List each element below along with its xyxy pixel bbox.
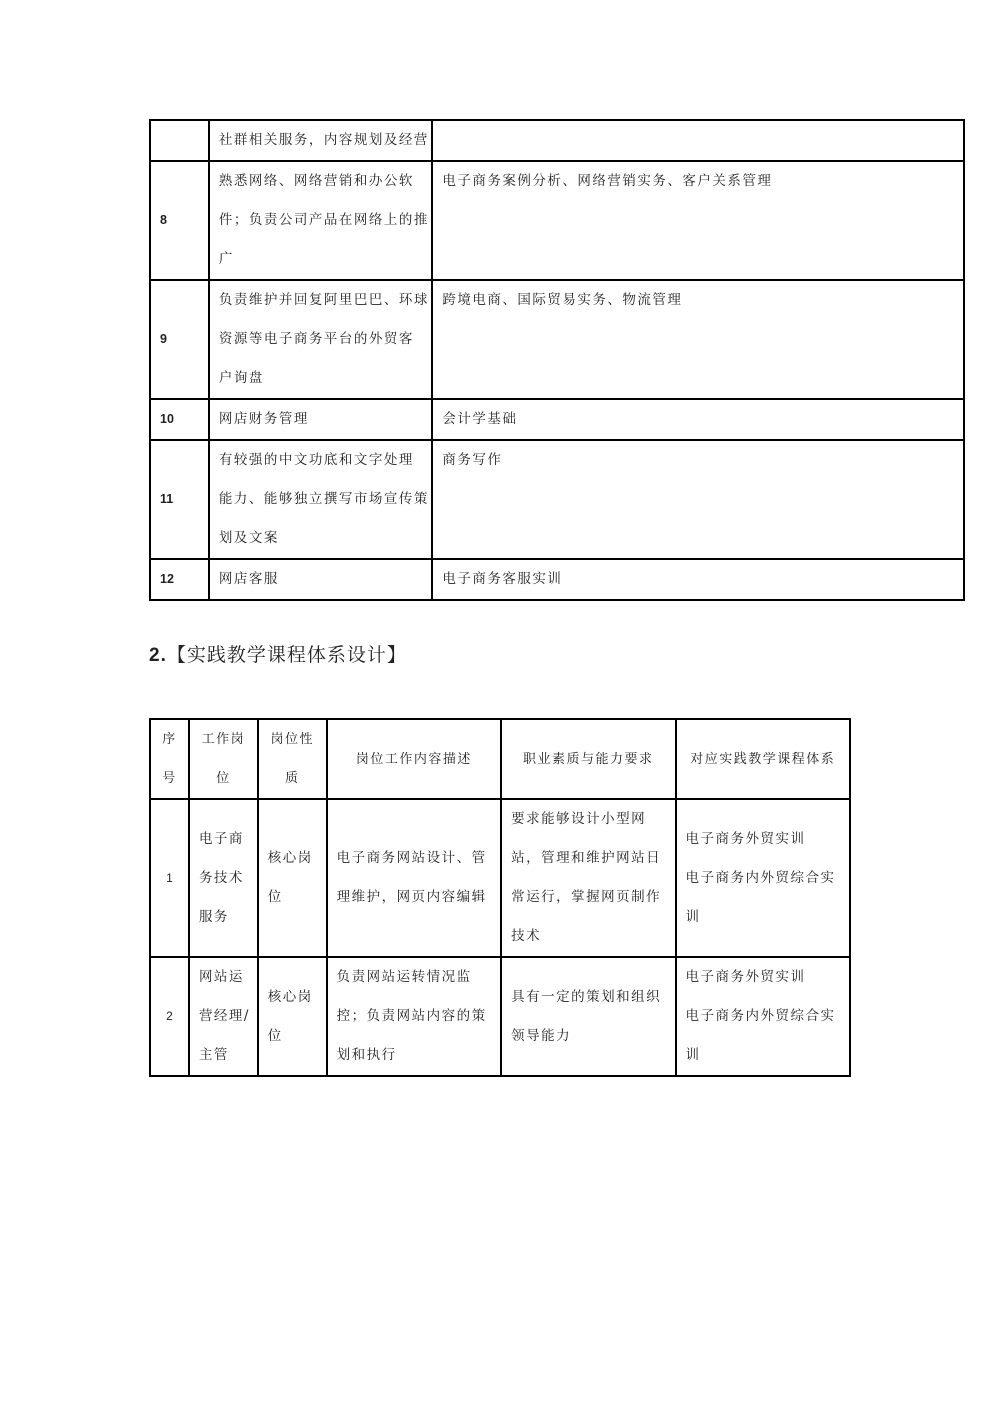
header-cell-course: 对应实践教学课程体系 [676,719,850,799]
skill-cell: 熟悉网络、网络营销和办公软 件；负责公司产品在网络上的推 广 [209,161,432,280]
table-row [150,120,964,161]
row-number [150,120,209,161]
desc-cell: 电子商务网站设计、管 理维护，网页内容编辑 [327,799,501,957]
req-cell: 具有一定的策划和组织 领导能力 [501,957,675,1076]
table-row [150,440,964,559]
table-row [150,280,964,399]
post-cell: 网站运 营经理/ 主管 [189,957,258,1076]
section-title-text: 【实践教学课程体系设计】 [166,644,407,666]
course-cell: 电子商务外贸实训 电子商务内外贸综合实 训 [676,957,850,1076]
row-number: 11 [150,440,209,559]
table-row [150,399,964,440]
course-cell: 商务写作 [432,440,964,559]
row-number: 2 [150,957,189,1076]
course-cell: 电子商务案例分析、网络营销实务、客户关系管理 [432,161,964,280]
skill-cell: 有较强的中文功底和文字处理 能力、能够独立撰写市场宣传策 划及文案 [209,440,432,559]
nature-cell: 核心岗 位 [258,799,327,957]
header-cell-desc: 岗位工作内容描述 [327,719,501,799]
practice-course-table [149,718,851,1077]
row-number: 1 [150,799,189,957]
skills-course-table [149,119,965,601]
req-cell: 要求能够设计小型网 站，管理和维护网站日 常运行，掌握网页制作 技术 [501,799,675,957]
section-number: 2. [149,645,167,666]
section-heading [149,640,407,667]
table-header-row [150,719,850,799]
header-cell-req: 职业素质与能力要求 [501,719,675,799]
table-row [150,559,964,600]
skill-cell: 网店客服 [209,559,432,600]
course-cell: 电子商务外贸实训 电子商务内外贸综合实 训 [676,799,850,957]
row-number: 12 [150,559,209,600]
table-row [150,957,850,1076]
course-cell [432,120,964,161]
skill-cell: 网店财务管理 [209,399,432,440]
header-cell-nature: 岗位性 质 [258,719,327,799]
skill-cell: 负责维护并回复阿里巴巴、环球 资源等电子商务平台的外贸客 户询盘 [209,280,432,399]
header-cell-post: 工作岗 位 [189,719,258,799]
desc-cell: 负责网站运转情况监 控；负责网站内容的策 划和执行 [327,957,501,1076]
course-cell: 跨境电商、国际贸易实务、物流管理 [432,280,964,399]
course-cell: 电子商务客服实训 [432,559,964,600]
skill-cell: 社群相关服务，内容规划及经营 [209,120,432,161]
row-number: 9 [150,280,209,399]
post-cell: 电子商 务技术 服务 [189,799,258,957]
nature-cell: 核心岗 位 [258,957,327,1076]
header-cell-no: 序 号 [150,719,189,799]
course-cell: 会计学基础 [432,399,964,440]
row-number: 8 [150,161,209,280]
table-row [150,799,850,957]
table-row [150,161,964,280]
row-number: 10 [150,399,209,440]
